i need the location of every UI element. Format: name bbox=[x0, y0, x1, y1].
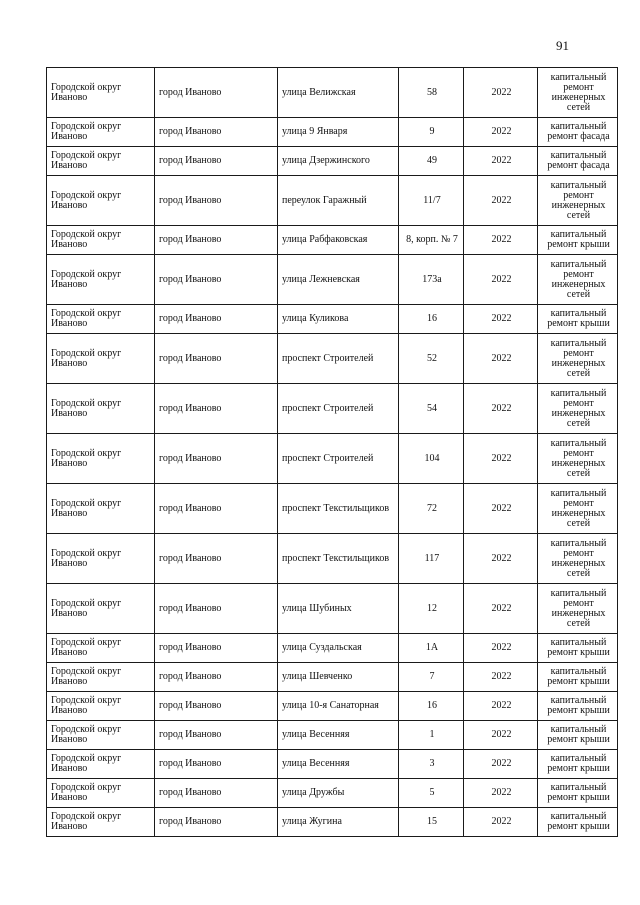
locality-cell: город Иваново bbox=[155, 176, 278, 226]
street-cell: улица Суздальская bbox=[278, 634, 399, 663]
table-row bbox=[47, 384, 618, 434]
table-row bbox=[47, 779, 618, 808]
work-type-cell: капитальный ремонт инженерных сетей bbox=[538, 255, 618, 305]
house-number-cell: 52 bbox=[399, 334, 464, 384]
table-row bbox=[47, 334, 618, 384]
locality-cell: город Иваново bbox=[155, 118, 278, 147]
house-number-cell: 1А bbox=[399, 634, 464, 663]
table-row bbox=[47, 434, 618, 484]
work-type-cell: капитальный ремонт инженерных сетей bbox=[538, 68, 618, 118]
locality-cell: город Иваново bbox=[155, 808, 278, 837]
work-type-cell: капитальный ремонт крыши bbox=[538, 305, 618, 334]
municipal-district-cell: Городской округ Иваново bbox=[47, 634, 155, 663]
work-type-cell: капитальный ремонт крыши bbox=[538, 721, 618, 750]
work-type-cell: капитальный ремонт инженерных сетей bbox=[538, 384, 618, 434]
repair-register-table bbox=[46, 67, 618, 837]
locality-cell: город Иваново bbox=[155, 226, 278, 255]
municipal-district-cell: Городской округ Иваново bbox=[47, 305, 155, 334]
street-cell: проспект Текстильщиков bbox=[278, 484, 399, 534]
street-cell: проспект Текстильщиков bbox=[278, 534, 399, 584]
locality-cell: город Иваново bbox=[155, 68, 278, 118]
house-number-cell: 12 bbox=[399, 584, 464, 634]
page-number: 91 bbox=[556, 38, 569, 53]
municipal-district-cell: Городской округ Иваново bbox=[47, 534, 155, 584]
work-type-cell: капитальный ремонт инженерных сетей bbox=[538, 176, 618, 226]
locality-cell: город Иваново bbox=[155, 147, 278, 176]
house-number-cell: 117 bbox=[399, 534, 464, 584]
house-number-cell: 11/7 bbox=[399, 176, 464, 226]
table-row bbox=[47, 634, 618, 663]
locality-cell: город Иваново bbox=[155, 334, 278, 384]
year-cell: 2022 bbox=[464, 779, 538, 808]
street-cell: проспект Строителей bbox=[278, 434, 399, 484]
year-cell: 2022 bbox=[464, 384, 538, 434]
work-type-cell: капитальный ремонт фасада bbox=[538, 118, 618, 147]
work-type-cell: капитальный ремонт крыши bbox=[538, 663, 618, 692]
locality-cell: город Иваново bbox=[155, 721, 278, 750]
municipal-district-cell: Городской округ Иваново bbox=[47, 434, 155, 484]
locality-cell: город Иваново bbox=[155, 750, 278, 779]
locality-cell: город Иваново bbox=[155, 584, 278, 634]
table-row bbox=[47, 484, 618, 534]
year-cell: 2022 bbox=[464, 808, 538, 837]
municipal-district-cell: Городской округ Иваново bbox=[47, 779, 155, 808]
municipal-district-cell: Городской округ Иваново bbox=[47, 255, 155, 305]
street-cell: проспект Строителей bbox=[278, 384, 399, 434]
table-row bbox=[47, 808, 618, 837]
street-cell: улица Весенняя bbox=[278, 721, 399, 750]
year-cell: 2022 bbox=[464, 750, 538, 779]
street-cell: улица Лежневская bbox=[278, 255, 399, 305]
locality-cell: город Иваново bbox=[155, 384, 278, 434]
year-cell: 2022 bbox=[464, 484, 538, 534]
year-cell: 2022 bbox=[464, 226, 538, 255]
municipal-district-cell: Городской округ Иваново bbox=[47, 147, 155, 176]
year-cell: 2022 bbox=[464, 663, 538, 692]
work-type-cell: капитальный ремонт инженерных сетей bbox=[538, 484, 618, 534]
work-type-cell: капитальный ремонт инженерных сетей bbox=[538, 434, 618, 484]
house-number-cell: 7 bbox=[399, 663, 464, 692]
work-type-cell: капитальный ремонт инженерных сетей bbox=[538, 334, 618, 384]
municipal-district-cell: Городской округ Иваново bbox=[47, 584, 155, 634]
street-cell: улица Шевченко bbox=[278, 663, 399, 692]
house-number-cell: 1 bbox=[399, 721, 464, 750]
municipal-district-cell: Городской округ Иваново bbox=[47, 118, 155, 147]
municipal-district-cell: Городской округ Иваново bbox=[47, 68, 155, 118]
table-row bbox=[47, 255, 618, 305]
locality-cell: город Иваново bbox=[155, 663, 278, 692]
house-number-cell: 16 bbox=[399, 692, 464, 721]
locality-cell: город Иваново bbox=[155, 484, 278, 534]
year-cell: 2022 bbox=[464, 255, 538, 305]
house-number-cell: 173а bbox=[399, 255, 464, 305]
table-row bbox=[47, 147, 618, 176]
locality-cell: город Иваново bbox=[155, 779, 278, 808]
year-cell: 2022 bbox=[464, 721, 538, 750]
year-cell: 2022 bbox=[464, 305, 538, 334]
locality-cell: город Иваново bbox=[155, 434, 278, 484]
year-cell: 2022 bbox=[464, 68, 538, 118]
house-number-cell: 72 bbox=[399, 484, 464, 534]
municipal-district-cell: Городской округ Иваново bbox=[47, 384, 155, 434]
house-number-cell: 49 bbox=[399, 147, 464, 176]
work-type-cell: капитальный ремонт крыши bbox=[538, 750, 618, 779]
table-row bbox=[47, 584, 618, 634]
locality-cell: город Иваново bbox=[155, 305, 278, 334]
year-cell: 2022 bbox=[464, 118, 538, 147]
house-number-cell: 58 bbox=[399, 68, 464, 118]
municipal-district-cell: Городской округ Иваново bbox=[47, 663, 155, 692]
year-cell: 2022 bbox=[464, 434, 538, 484]
work-type-cell: капитальный ремонт инженерных сетей bbox=[538, 584, 618, 634]
year-cell: 2022 bbox=[464, 176, 538, 226]
street-cell: улица Дзержинского bbox=[278, 147, 399, 176]
table-row bbox=[47, 663, 618, 692]
work-type-cell: капитальный ремонт фасада bbox=[538, 147, 618, 176]
house-number-cell: 3 bbox=[399, 750, 464, 779]
year-cell: 2022 bbox=[464, 534, 538, 584]
work-type-cell: капитальный ремонт инженерных сетей bbox=[538, 534, 618, 584]
municipal-district-cell: Городской округ Иваново bbox=[47, 334, 155, 384]
year-cell: 2022 bbox=[464, 634, 538, 663]
year-cell: 2022 bbox=[464, 584, 538, 634]
house-number-cell: 16 bbox=[399, 305, 464, 334]
table-row bbox=[47, 305, 618, 334]
locality-cell: город Иваново bbox=[155, 534, 278, 584]
year-cell: 2022 bbox=[464, 692, 538, 721]
municipal-district-cell: Городской округ Иваново bbox=[47, 484, 155, 534]
house-number-cell: 9 bbox=[399, 118, 464, 147]
house-number-cell: 15 bbox=[399, 808, 464, 837]
street-cell: улица 9 Января bbox=[278, 118, 399, 147]
street-cell: проспект Строителей bbox=[278, 334, 399, 384]
street-cell: улица Велижская bbox=[278, 68, 399, 118]
municipal-district-cell: Городской округ Иваново bbox=[47, 692, 155, 721]
house-number-cell: 5 bbox=[399, 779, 464, 808]
municipal-district-cell: Городской округ Иваново bbox=[47, 721, 155, 750]
municipal-district-cell: Городской округ Иваново bbox=[47, 750, 155, 779]
street-cell: переулок Гаражный bbox=[278, 176, 399, 226]
street-cell: улица Жугина bbox=[278, 808, 399, 837]
locality-cell: город Иваново bbox=[155, 634, 278, 663]
table-row bbox=[47, 534, 618, 584]
street-cell: улица Дружбы bbox=[278, 779, 399, 808]
house-number-cell: 54 bbox=[399, 384, 464, 434]
table-row bbox=[47, 68, 618, 118]
year-cell: 2022 bbox=[464, 334, 538, 384]
work-type-cell: капитальный ремонт крыши bbox=[538, 779, 618, 808]
table-row bbox=[47, 692, 618, 721]
municipal-district-cell: Городской округ Иваново bbox=[47, 176, 155, 226]
locality-cell: город Иваново bbox=[155, 255, 278, 305]
street-cell: улица Рабфаковская bbox=[278, 226, 399, 255]
municipal-district-cell: Городской округ Иваново bbox=[47, 808, 155, 837]
house-number-cell: 104 bbox=[399, 434, 464, 484]
table-row bbox=[47, 226, 618, 255]
municipal-district-cell: Городской округ Иваново bbox=[47, 226, 155, 255]
work-type-cell: капитальный ремонт крыши bbox=[538, 808, 618, 837]
house-number-cell: 8, корп. № 7 bbox=[399, 226, 464, 255]
locality-cell: город Иваново bbox=[155, 692, 278, 721]
work-type-cell: капитальный ремонт крыши bbox=[538, 226, 618, 255]
table-row bbox=[47, 721, 618, 750]
table-row bbox=[47, 176, 618, 226]
table-row bbox=[47, 750, 618, 779]
street-cell: улица 10-я Санаторная bbox=[278, 692, 399, 721]
street-cell: улица Куликова bbox=[278, 305, 399, 334]
street-cell: улица Весенняя bbox=[278, 750, 399, 779]
work-type-cell: капитальный ремонт крыши bbox=[538, 634, 618, 663]
table-row bbox=[47, 118, 618, 147]
repair-register-body bbox=[47, 68, 618, 837]
street-cell: улица Шубиных bbox=[278, 584, 399, 634]
year-cell: 2022 bbox=[464, 147, 538, 176]
work-type-cell: капитальный ремонт крыши bbox=[538, 692, 618, 721]
